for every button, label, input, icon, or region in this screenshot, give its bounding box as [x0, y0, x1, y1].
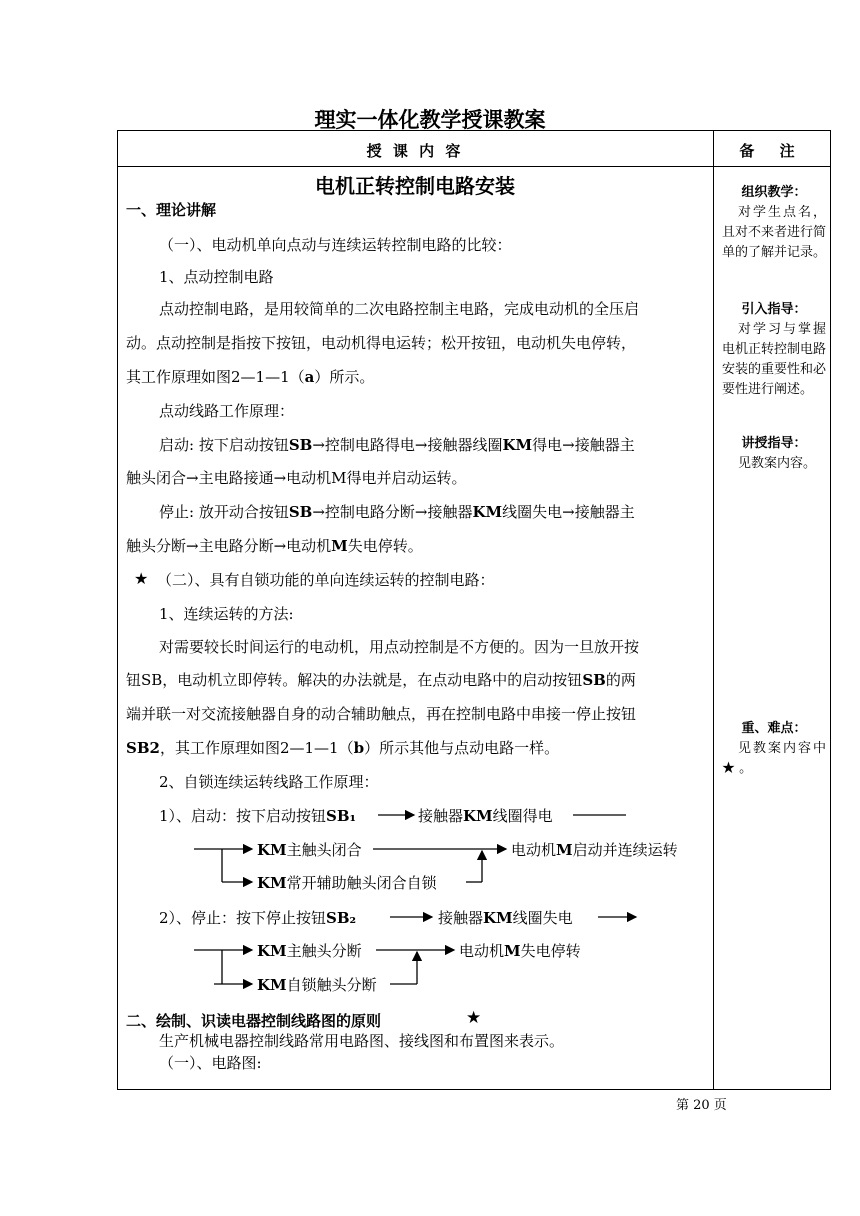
- paragraph-line: 对需要较长时间运行的电动机，用点动控制是不方便的。因为一旦放开按: [159, 638, 640, 656]
- jog-start-line: 触头闭合→主电路接通→电动机M得电并启动运转。: [126, 469, 467, 487]
- lesson-title: 电机正转控制电路安装: [315, 174, 515, 198]
- paragraph-line: 其工作原理如图2—1—1（a）所示。: [126, 368, 375, 386]
- jog-start-line: 启动: 按下启动按钮SB→控制电路得电→接触器线圈KM得电→接触器主: [159, 436, 635, 454]
- paragraph-line: SB2，其工作原理如图2—1—1（b）所示其他与点动电路一样。: [126, 739, 560, 757]
- subsection-2: （二）、具有自锁功能的单向连续运转的控制电路：: [157, 571, 495, 589]
- note-introduction: 引入指导： 对学习与掌握电机正转控制电路安装的重要性和必要性进行阐述。: [722, 302, 827, 397]
- section-1-heading: 一、理论讲解: [126, 201, 217, 219]
- note-key-points: 重、难点： 见教案内容中 ★ 。: [722, 721, 826, 776]
- flow-stop-result: 电动机M失电停转: [459, 942, 581, 960]
- notes-column-header: 备 注: [739, 142, 805, 160]
- page-number: 第 20 页: [676, 1098, 727, 1113]
- note-organize: 组织教学： 对学生点名，且对不来者进行简单的了解并记录。: [722, 185, 827, 260]
- item-continuous-method: 1、连续运转的方法:: [159, 605, 294, 623]
- note-teaching: 讲授指导： 见教案内容。: [738, 436, 817, 471]
- star-icon: ★: [134, 569, 149, 588]
- document-title: 理实一体化教学授课教案: [314, 107, 546, 132]
- subsection-circuit-diagram: （一）、电路图:: [159, 1054, 262, 1072]
- item-self-lock-principle: 2、自锁连续运转线路工作原理：: [159, 773, 379, 791]
- flow-start-label: 1）、启动：按下启动按钮SB₁: [159, 807, 357, 825]
- paragraph-line: 动。点动控制是指按下按钮，电动机得电运转；松开按钮，电动机失电停转，: [126, 334, 637, 352]
- flow-stop-aux-contact: KM自锁触头分断: [257, 976, 377, 994]
- star-icon: ★: [466, 1008, 482, 1028]
- paragraph-line: 钮SB，电动机立即停转。解决的办法就是，在点动电路中的启动按钮SB的两: [126, 671, 636, 689]
- flow-start-step1: 接触器KM线圈得电: [418, 807, 553, 825]
- flow-stop-main-contact: KM主触头分断: [257, 942, 362, 960]
- section-2-heading: 二、绘制、识读电器控制线路图的原则: [126, 1012, 382, 1030]
- item-jog-control: 1、点动控制电路: [159, 268, 274, 286]
- flow-stop-label: 2）、停止：按下停止按钮SB₂: [159, 909, 357, 927]
- jog-stop-line: 停止: 放开动合按钮SB→控制电路分断→接触器KM线圈失电→接触器主: [159, 503, 635, 521]
- subsection-1: （一）、电动机单向点动与连续运转控制电路的比较：: [159, 236, 512, 254]
- flow-start-main-contact: KM主触头闭合: [257, 841, 362, 859]
- flow-start-result: 电动机M启动并连续运转: [511, 841, 678, 859]
- jog-stop-line: 触头分断→主电路分断→电动机M失电停转。: [126, 537, 423, 555]
- paragraph-line: 点动控制电路，是用较简单的二次电路控制主电路，完成电动机的全压启: [159, 300, 640, 318]
- flow-stop-step1: 接触器KM线圈失电: [438, 909, 573, 927]
- jog-principle-heading: 点动线路工作原理：: [159, 402, 295, 420]
- paragraph-line: 端并联一对交流接触器自身的动合辅助触点，再在控制电路中串接一停止按钮: [126, 705, 637, 723]
- flow-start-aux-contact: KM常开辅助触头闭合自锁: [257, 874, 437, 892]
- content-column-header: 授 课 内 容: [366, 142, 464, 160]
- section-2-text: 生产机械电器控制线路常用电路图、接线图和布置图来表示。: [159, 1032, 565, 1050]
